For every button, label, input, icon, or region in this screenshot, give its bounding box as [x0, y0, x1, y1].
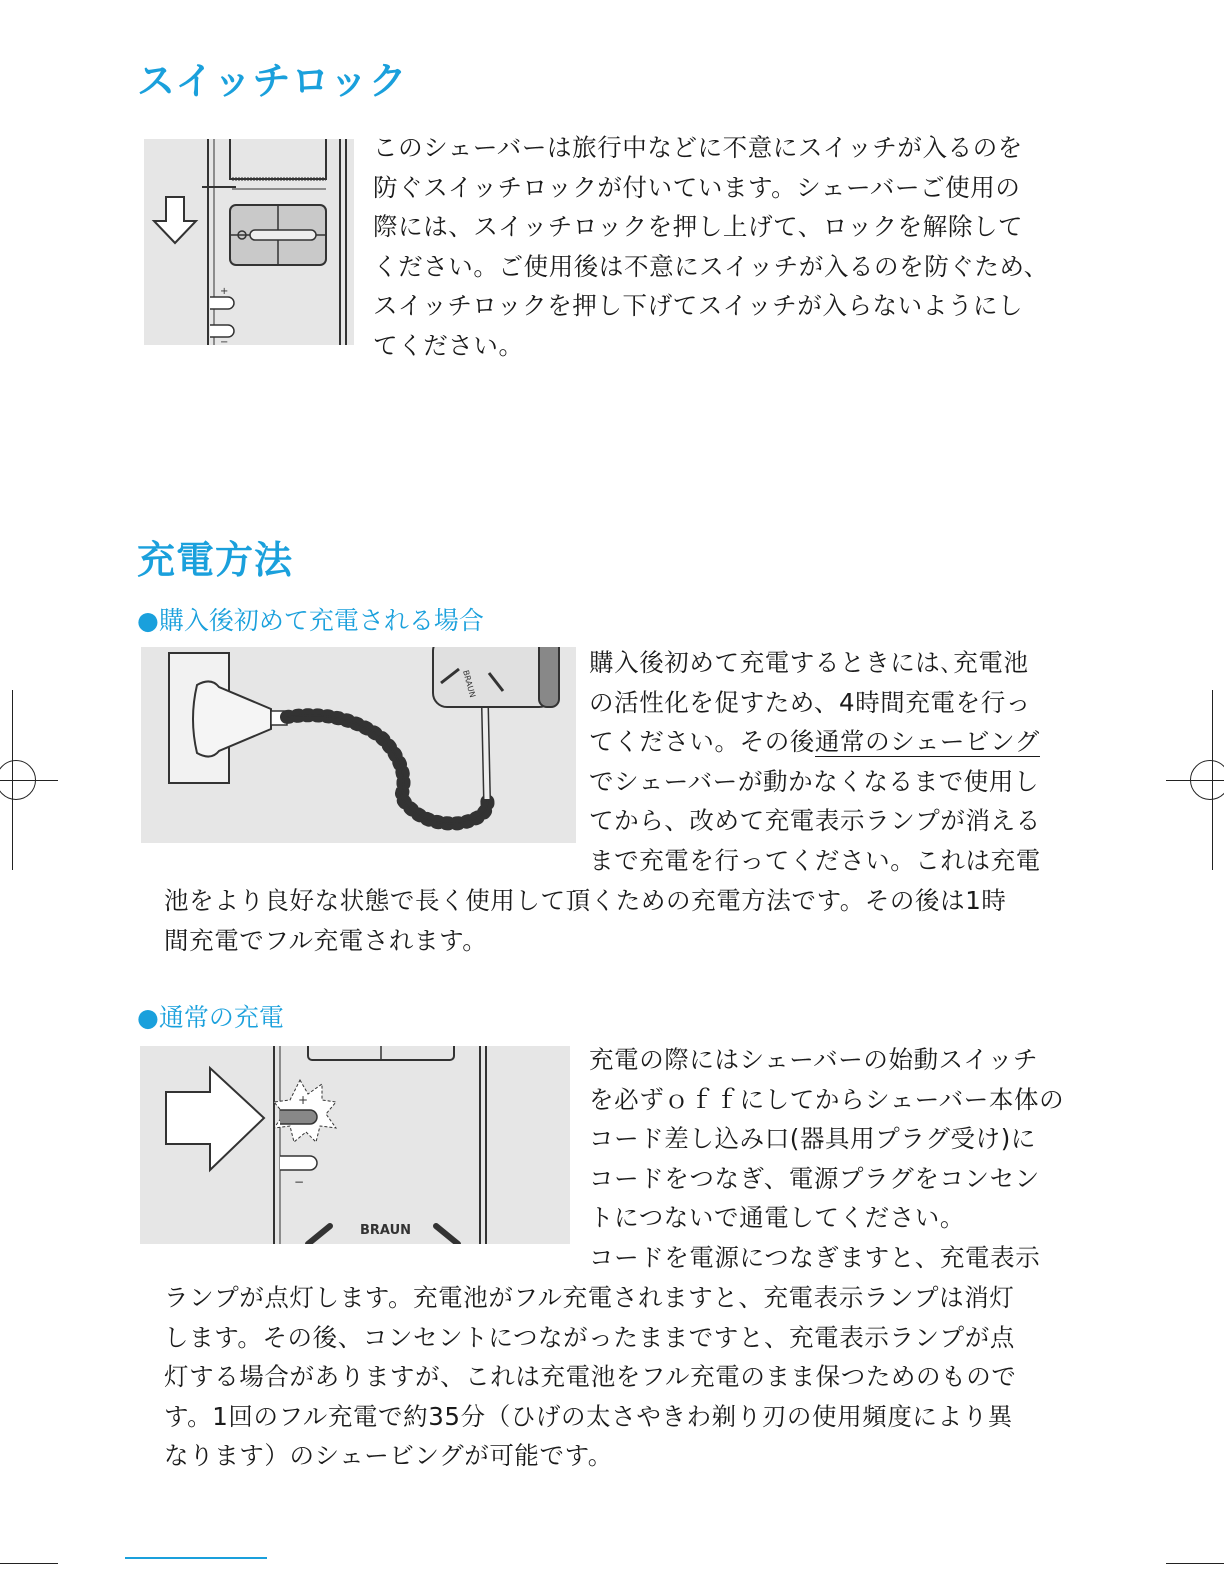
normal-charge-side-text	[589, 1040, 1064, 1278]
first-charge-side-text	[589, 643, 1041, 881]
text-line	[589, 722, 1041, 762]
text-segment: てください。その後	[589, 727, 815, 757]
text-line: ランプが点灯します。充電池がフル充電されますと、充電表示ランプは消灯	[164, 1283, 1015, 1312]
text-line: コード差し込み口(器具用プラグ受け)に	[589, 1124, 1037, 1154]
section-title-charging-method: 充電方法	[137, 538, 294, 582]
text-line: 購入後初めて充電するときには､充電池	[589, 648, 1029, 677]
text-line: 池をより良好な状態で長く使用して頂くための充電方法です。その後は1時	[164, 886, 1007, 915]
svg-text:−: −	[220, 337, 229, 345]
crop-mark-bottom-left	[0, 1563, 58, 1564]
section-title-switch-lock: スイッチロック	[137, 59, 408, 103]
brand-logo: BRAUN	[461, 669, 478, 699]
normal-charge-full-text	[164, 1278, 1016, 1476]
text-line: スイッチロックを押し下げてスイッチが入らないようにし	[373, 291, 1024, 321]
normal-charge-figure	[140, 1046, 570, 1244]
text-line: このシェーバーは旅行中などに不意にスイッチが入るのを	[373, 133, 1023, 162]
subheading-first-charge: ●購入後初めて充電される場合	[137, 606, 484, 635]
subheading-normal-charge: ●通常の充電	[137, 1003, 284, 1032]
crop-mark-bottom-right	[1166, 1563, 1224, 1564]
switch-lock-text	[373, 128, 1049, 366]
minus-sign: −	[294, 1175, 305, 1189]
text-line: 充電の際にはシェーバーの始動スイッチ	[589, 1045, 1039, 1074]
text-line: します。その後、コンセントにつながったままですと、充電表示ランプが点	[164, 1322, 1015, 1352]
crop-mark-right-circle	[1190, 760, 1224, 800]
text-line: ください。ご使用後は不意にスイッチが入るのを防ぐため、	[373, 251, 1049, 281]
first-charge-full-text	[164, 881, 1007, 960]
text-line: でシェーバーが動かなくなるまで使用し	[589, 766, 1040, 796]
text-line: 間充電でフル充電されます。	[164, 925, 488, 955]
text-line: てから、改めて充電表示ランプが消える	[589, 806, 1041, 836]
text-line: を必ずｏｆｆにしてからシェーバー本体の	[589, 1084, 1065, 1114]
text-line: の活性化を促すため、4時間充電を行っ	[589, 687, 1031, 717]
text-line: トにつないで通電してください。	[589, 1203, 966, 1233]
text-line: なります）のシェービングが可能です。	[164, 1441, 613, 1471]
text-line: 際には、スイッチロックを押し上げて、ロックを解除して	[373, 212, 1024, 242]
text-line: 防ぐスイッチロックが付いています。シェーバーご使用の	[373, 172, 1021, 202]
crop-mark-left-circle	[0, 760, 36, 800]
text-line: まで充電を行ってください。これは充電	[589, 845, 1041, 875]
text-line: 灯する場合がありますが、これは充電池をフル充電のまま保つためのもので	[164, 1362, 1017, 1392]
footer-rule	[125, 1557, 267, 1559]
first-charge-figure	[141, 647, 576, 843]
text-line: コードを電源につなぎますと、充電表示	[589, 1242, 1041, 1272]
underlined-term: 通常のシェービング	[814, 727, 1040, 757]
plus-sign: +	[298, 1093, 309, 1107]
switch-lock-figure	[144, 139, 354, 345]
svg-text:+: +	[220, 286, 229, 297]
text-line: コードをつなぎ、電源プラグをコンセン	[589, 1163, 1040, 1193]
text-line: す。1回のフル充電で約35分（ひげの太さやきわ剃り刃の使用頻度により異	[164, 1401, 1013, 1431]
brand-logo: BRAUN	[360, 1223, 412, 1238]
text-line: てください。	[373, 330, 524, 360]
